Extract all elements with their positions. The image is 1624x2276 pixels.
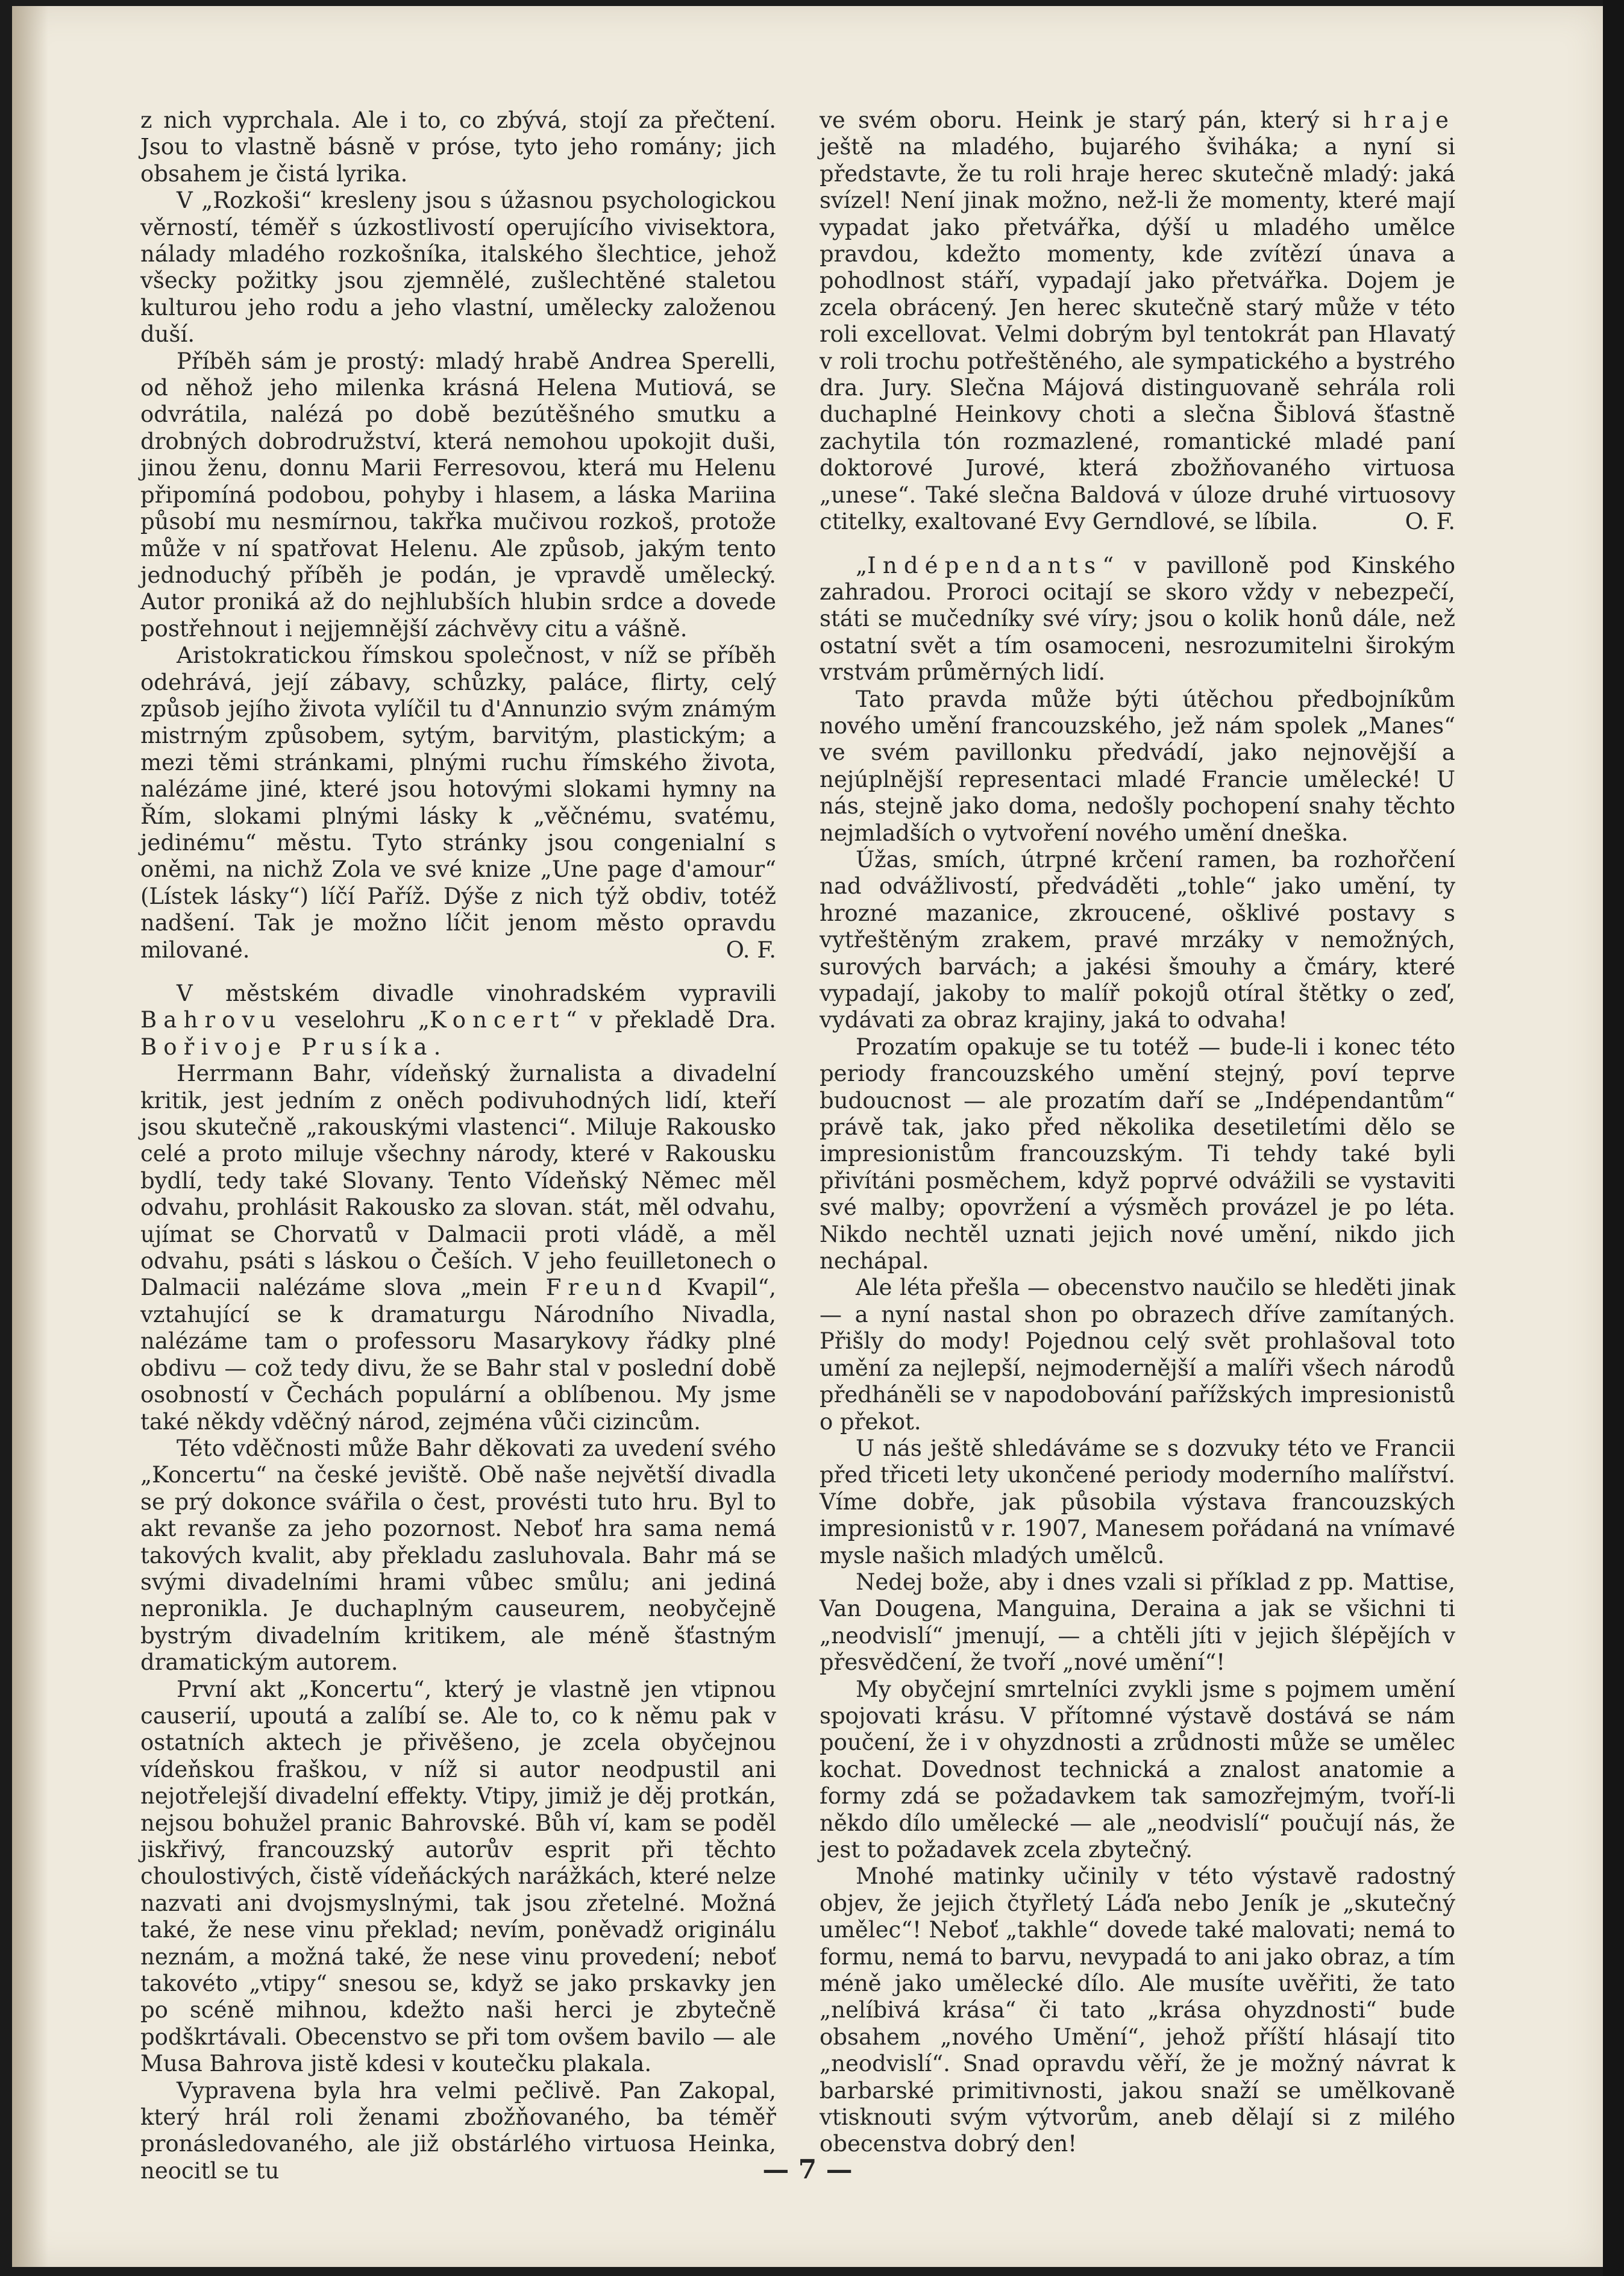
binding-edge (1603, 0, 1624, 2276)
paragraph-text: “ v pavilloně pod Kinského zahradou. Proroci ocitají se skoro vždy v nebezpečí, státi se mučedníky své víry; jsou o kolik honů dále, než ostatní svět a tím osamoceni, nesrozumitelni širokým vrstvám průměrných lidí. (820, 552, 1455, 686)
paragraph: Této vděčnosti může Bahr děkovati za uvedení svého „Koncertu“ na české jeviště. Obě naše největší divadla se prý dokonce svářila o čest, provésti tuto hru. Byl to akt revanše za jeho pozornost. Neboť hra sama nemá takových kvalit, aby překladu zasluhovala. Bahr má se svými divadelními hrami vůbec smůlu; ani jediná nepronikla. Je duchaplným causeurem, neobyčejně bystrým divadelním kritikem, ale méně šťastným dramatickým autorem. (140, 1435, 776, 1676)
paragraph: Prozatím opakuje se tu totéž — bude-li i konec této periody francouzského umění stejný, poví teprve budoucnost — ale prozatím daří se „Indépendantům“ právě tak, jako před několika desetiletími dělo se impresionistům francouzským. Ti tehdy také byli přivítáni posměchem, když poprvé odvážili se vystaviti své malby; opovržení a výsměch provázel je po léta. Nikdo nechtěl uznati jejich nové umění, nikdo jich nechápal. (820, 1033, 1455, 1274)
play-title-spaced: Koncert (429, 1007, 566, 1033)
spaced-word: hraje (1363, 107, 1456, 133)
paragraph: Úžas, smích, útrpné krčení ramen, ba rozhořčení nad odvážlivostí, předváděti „tohle“ jako umění, ty hrozné mazanice, zkroucené, ošklivé postavy s vytřeštěným zrakem, pravé mrzáky v nemožných, surových barvách; a jakési šmouhy a čmáry, které vypadají, jakoby to malíř pokojů otíral štětky o zeď, vydávati za obraz krajiny, jaká to odvaha! (820, 846, 1455, 1033)
paragraph: z nich vyprchala. Ale i to, co zbývá, stojí za přečtení. Jsou to vlastně básně v próse, tyto jeho romány; jich obsahem je čistá lyrika. (140, 107, 776, 187)
paragraph: Tato pravda může býti útěchou předbojníkům nového umění francouzského, jež nám spolek „Manes“ ve svém pavillonku předvádí, jako nejnovější a nejúplnější representaci mladé Francie umělecké! U nás, stejně jako doma, nedošly pochopení snahy těchto nejmladších o vytvoření nového umění dneška. (820, 686, 1455, 846)
paragraph: Nedej bože, aby i dnes vzali si příklad z pp. Mattise, Van Dougena, Manguina, Deraina a jak se všichni ti „neodvislí“ jmenují, — a chtěli jíti v jejich šlépějích v přesvědčení, že tvoří „nové umění“! (820, 1569, 1455, 1676)
author-signature: O. F. (726, 936, 776, 963)
paragraph: Příběh sám je prostý: mladý hrabě Andrea Sperelli, od něhož jeho milenka krásná Helena Mutiová, se odvrátila, nalézá po době bezútěšného smutku a drobných dobrodružství, která nemohou upokojit duši, jinou ženu, donnu Marii Ferresovou, která mu Helenu připomíná podobou, pohyby i hlasem, a láska Mariina působí mu nesmírnou, takřka mučivou rozkoš, protože může v ní spatřovat Helenu. Ale způsob, jakým tento jednoduchý příběh je podán, je vpravdě umělecký. Autor proniká až do nejhlubších hlubin srdce a dovede postřehnout i nejjemnější záchvěvy citu a vášně. (140, 348, 776, 642)
review-intro (140, 980, 776, 1061)
paragraph-text: Herrmann Bahr, vídeňský žurnalista a divadelní kritik, jest jedním z oněch podivuhodných lidí, kteří jsou skutečně „rakouskými vlastenci“. Miluje Rakousko celé a proto miluje všechny národy, které v Rakousku bydlí, tedy také Slovany. Tento Vídeňský Němec měl odvahu, prohlásit Rakousko za slovan. stát, měl odvahu, ujímat se Chorvatů v Dalmacii proti vládě, a měl odvahu, psáti s láskou o Češích. V jeho feuilletonech o Dalmacii nalézáme slova „mein (140, 1061, 776, 1301)
paragraph-text: ve svém oboru. Heink je starý pán, který si (820, 107, 1351, 133)
exhibition-title-spaced: Indépendants (867, 552, 1103, 578)
paragraph: Mnohé matinky učinily v této výstavě radostný objev, že jejich čtyřletý Láďa nebo Jeník je „skutečný umělec“! Neboť „takhle“ dovede také malovati; nemá to formu, nemá to barvu, nevypadá to ani jako obraz, a tím méně jako umělecké dílo. Ale musíte uvěřiti, že tato „nelíbivá krása“ či tato „krása ohyzdnosti“ bude obsahem „nového Umění“, jehož příští hlásají tito „neodvislí“. Snad opravdu věří, že je možný návrat k barbarské primitivnosti, jakou snaží se umělkovaně vtisknouti svým výtvorům, aneb dělají si z milého obecenstva dobrý den! (820, 1863, 1455, 2157)
intro-text: veselohru „ (295, 1007, 430, 1033)
paragraph-text: ještě na mladého, bujarého šviháka; a nyní si představte, že tu roli hraje herec skutečně mladý: jaká svízel! Není jinak možno, než-li že momenty, které mají vypadat jako přetvářka, dýší u mladého umělce pravdou, kdežto momenty, kde zvítězí únava a pohodlnost stáří, vypadají jako přetvářka. Dojem je zcela obrácený. Jen herec skutečně starý může v této roli excellovat. Velmi dobrým byl tentokrát pan Hlavatý v roli trochu potřeštěného, ale sympatického a bystrého dra. Jury. Slečna Májová distinguovaně sehrála roli duchaplné Heinkovy choti a slečna Šiblová šťastně zachytila tón rozmazlené, romantické mladé paní doktorové Jurové, která zbožňovaného virtuosa „unese“. Také slečna Baldová v úloze druhé virtuosovy ctitelky, exaltované Evy Gerndlové, se líbila. (820, 134, 1455, 535)
paragraph: V „Rozkoši“ kresleny jsou s úžasnou psychologickou věrností, téměř s úzkostlivostí operujícího vivisektora, nálady mladého rozkošníka, italského šlechtice, jehož všecky požitky jsou zjemnělé, zušlechtěné staletou kulturou jeho rodu a jeho vlastní, umělecky založenou duší. (140, 187, 776, 348)
exhibition-intro (820, 553, 1455, 686)
author-name-spaced: Bahrovu (140, 1007, 283, 1033)
paragraph: U nás ještě shledáváme se s dozvuky této ve Francii před třiceti lety ukončené periody moderního malířství. Víme dobře, jak působila výstava francouzských impresionistů v r. 1907, Manesem pořádaná na vnímavé mysle našich mladých umělců. (820, 1435, 1455, 1569)
paragraph: První akt „Koncertu“, který je vlastně jen vtipnou causerií, upoutá a zalíbí se. Ale to, co k němu pak v ostatních aktech je přivěšeno, je zcela obyčejnou vídeňskou fraškou, v níž si autor neodpustil ani nejotřelejší divadelní effekty. Vtipy, jimiž je děj protkán, nejsou bohužel pranic Bahrovské. Bůh ví, kam se poděl jiskřivý, francouzský autorův esprit při těchto choulostivých, čistě vídeňáckých narážkách, které nelze nazvati ani dvojsmyslnými, tak jsou zřetelné. Možná také, že nese vinu překlad; nevím, poněvadž originálu neznám, a možná také, že nese vinu provedení; neboť takovéto „vtipy“ snesou se, když se jako prskavky jen po scéně mihnou, kdežto naši herci je zbytečně podškrtávali. Obecenstvo se při tom ovšem bavilo — ale Musa Bahrova jistě kdesi v koutečku plakala. (140, 1676, 776, 2077)
intro-text: . (433, 1033, 441, 1060)
paragraph (140, 642, 776, 964)
spaced-word: Freund (545, 1274, 668, 1301)
quote-mark: „ (856, 552, 868, 578)
translator-name-spaced: Bořivoje Prusíka (140, 1033, 434, 1060)
right-column (820, 107, 1455, 2158)
intro-text: V městském divadle vinohradském vypravili (177, 980, 776, 1006)
page-number: — 7 — (762, 2154, 853, 2185)
left-column (140, 107, 776, 2184)
author-signature: O. F. (1405, 509, 1455, 535)
paragraph-text: Aristokratickou římskou společnost, v níž se příběh odehrává, její zábavy, schůzky, paláce, flirty, celý způsob jejího života vylíčil tu d'Annunzio svým známým mistrným způsobem, sytým, barvitým, plastickým; a mezi těmi stránkami, plnými ruchu římského života, nalézáme jiné, které jsou hotovými slokami hymny na Řím, slokami plnými lásky k „věčnému, svatému, jedinému“ městu. Tyto stránky jsou congenialní s oněmi, na nichž Zola ve své knize „Une page d'amour“ (Lístek lásky“) líčí Paříž. Dýše z nich týž obdiv, totéž nadšení. Tak je možno líčit jenom město opravdu milované. (140, 642, 776, 963)
paragraph (140, 1061, 776, 1435)
intro-text: “ v překladě Dra. (565, 1007, 777, 1033)
paragraph: Vypravena byla hra velmi pečlivě. Pan Zakopal, který hrál roli ženami zbožňovaného, ba téměř pronásledovaného, ale již obstárlého virtuosa Heinka, neocitl se tu (140, 2077, 776, 2184)
paragraph-text: Kvapil“, vztahující se k dramaturgu Národního Nivadla, nalézáme tam o professoru Masarykovy řádky plné obdivu — což tedy divu, že se Bahr stal v poslední době osobností v Čechách populární a oblíbenou. My jsme také někdy vděčný národ, zejména vůči cizincům. (140, 1274, 776, 1435)
paragraph: My obyčejní smrtelníci zvykli jsme s pojmem umění spojovati krásu. V přítomné výstavě dostává se nám poučení, že i v ohyzdnosti a zrůdnosti může se umělec kochat. Dovednost technická a znalost anatomie a formy zdá se požadavkem tak samozřejmým, tvoří-li někdo dílo umělecké — ale „neodvislí“ poučují nás, že jest to požadavek zcela zbytečný. (820, 1676, 1455, 1863)
paragraph (820, 107, 1455, 536)
paragraph: Ale léta přešla — obecenstvo naučilo se hleděti jinak — a nyní nastal shon po obrazech dříve zamítaných. Přišly do mody! Pojednou celý svět prohlašoval toto umění za nejlepší, nejmodernější a malíři všech národů předháněli se v napodobování pařížských impresionistů o překot. (820, 1274, 1455, 1435)
newspaper-page (12, 6, 1603, 2267)
